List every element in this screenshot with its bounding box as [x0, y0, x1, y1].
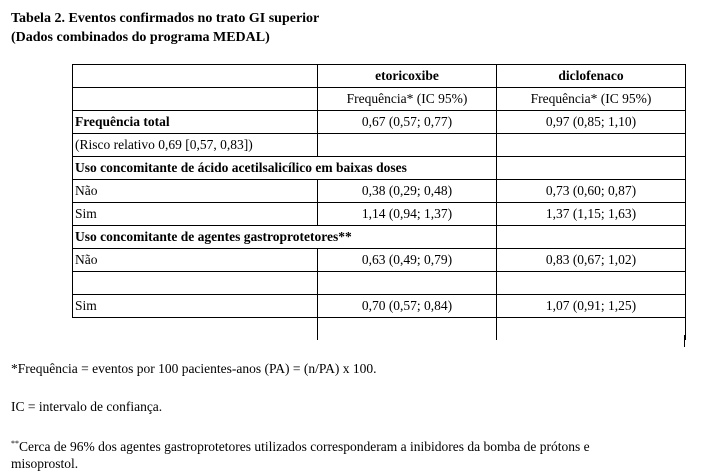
- row-diclofenaco-value: [497, 318, 686, 341]
- row-label: [73, 272, 318, 295]
- row-label: Não: [73, 180, 318, 203]
- footnote-gastro-line-1: Cerca de 96% dos agentes gastroprotetores utilizados corresponderam a inibidores da bomba de prótons e: [19, 439, 590, 454]
- row-etoricoxibe-value: [318, 134, 497, 157]
- row-etoricoxibe-value: 0,67 (0,57; 0,77): [318, 111, 497, 134]
- subheader-empty-cell: [73, 88, 318, 111]
- row-label: (Risco relativo 0,69 [0,57, 0,83]): [73, 134, 318, 157]
- table-subheader-row: [73, 88, 686, 111]
- table-section-row: [73, 157, 686, 180]
- section-label: Uso concomitante de ácido acetilsalicílico em baixas doses: [73, 157, 497, 180]
- table-row: [73, 249, 686, 272]
- row-etoricoxibe-value: [318, 272, 497, 295]
- row-etoricoxibe-value: [318, 318, 497, 341]
- row-diclofenaco-value: [497, 134, 686, 157]
- header-etoricoxibe: etoricoxibe: [318, 65, 497, 88]
- header-empty-cell: [73, 65, 318, 88]
- data-table: [72, 64, 686, 340]
- row-etoricoxibe-value: 1,14 (0,94; 1,37): [318, 203, 497, 226]
- row-label: [73, 318, 318, 341]
- row-etoricoxibe-value: 0,38 (0,29; 0,48): [318, 180, 497, 203]
- table-section-row: [73, 226, 686, 249]
- footnote-gastroprotetores: [11, 435, 590, 472]
- title-line-1: Tabela 2. Eventos confirmados no trato GI superior: [11, 11, 320, 26]
- footnote-gastro-line-2: misoprostol.: [11, 456, 79, 471]
- table-header-row: [73, 65, 686, 88]
- row-diclofenaco-value: 0,73 (0,60; 0,87): [497, 180, 686, 203]
- footnote-mark: **: [11, 439, 19, 448]
- subheader-diclofenaco: Frequência* (IC 95%): [497, 88, 686, 111]
- subheader-etoricoxibe: Frequência* (IC 95%): [318, 88, 497, 111]
- row-etoricoxibe-value: 0,70 (0,57; 0,84): [318, 295, 497, 318]
- table-row: [73, 295, 686, 318]
- table-row: [73, 111, 686, 134]
- row-diclofenaco-value: 0,83 (0,67; 1,02): [497, 249, 686, 272]
- table-row: [73, 203, 686, 226]
- header-diclofenaco: diclofenaco: [497, 65, 686, 88]
- row-etoricoxibe-value: 0,63 (0,49; 0,79): [318, 249, 497, 272]
- title-line-2: (Dados combinados do programa MEDAL): [11, 30, 270, 45]
- row-diclofenaco-value: 0,97 (0,85; 1,10): [497, 111, 686, 134]
- row-diclofenaco-value: 1,37 (1,15; 1,63): [497, 203, 686, 226]
- row-label: Sim: [73, 203, 318, 226]
- table-row: [73, 134, 686, 157]
- footnote-frequency: *Frequência = eventos por 100 pacientes-anos (PA) = (n/PA) x 100.: [11, 361, 377, 376]
- row-label: Não: [73, 249, 318, 272]
- row-label: Frequência total: [73, 111, 318, 134]
- row-label: Sim: [73, 295, 318, 318]
- footnote-ic: IC = intervalo de confiança.: [11, 399, 163, 414]
- table-row: [73, 180, 686, 203]
- table-title: [11, 9, 319, 47]
- row-diclofenaco-value: [497, 226, 686, 249]
- table-edge-tick: [684, 335, 685, 347]
- row-diclofenaco-value: [497, 157, 686, 180]
- section-label: Uso concomitante de agentes gastroprotetores**: [73, 226, 497, 249]
- row-diclofenaco-value: [497, 272, 686, 295]
- table-row: [73, 318, 686, 341]
- row-diclofenaco-value: 1,07 (0,91; 1,25): [497, 295, 686, 318]
- table-row: [73, 272, 686, 295]
